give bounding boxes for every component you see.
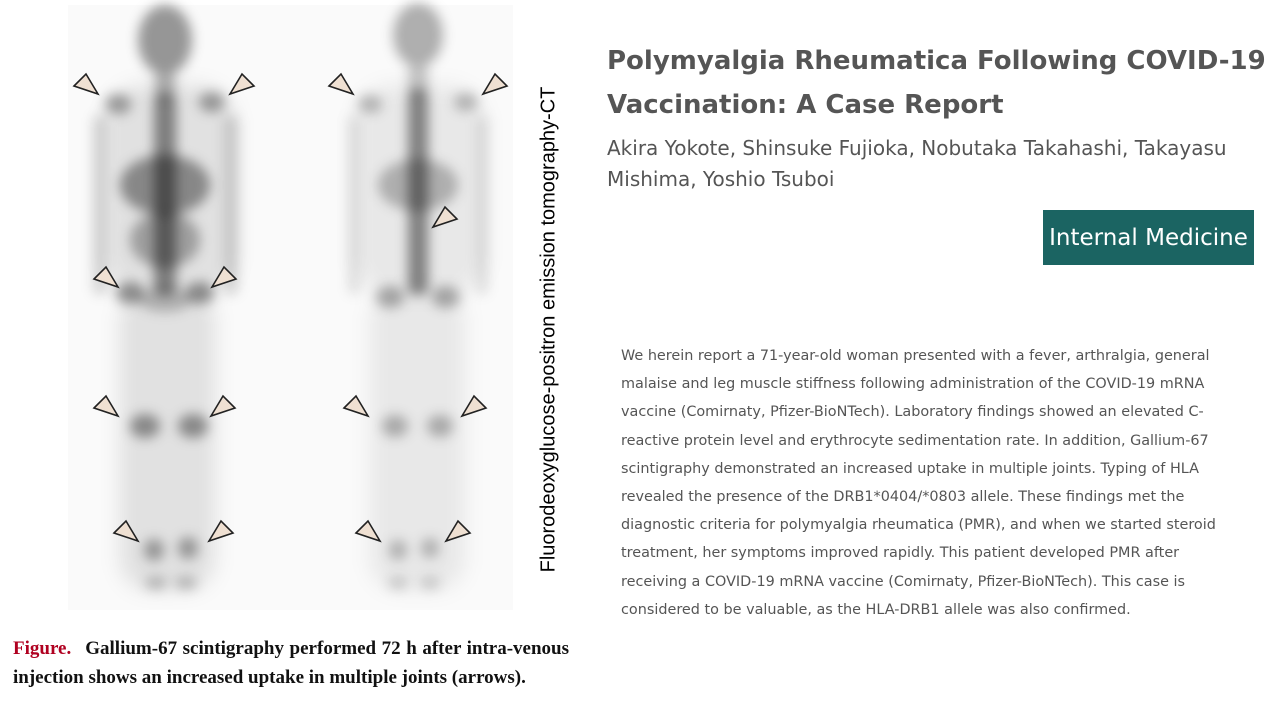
paper-title: Polymyalgia Rheumatica Following COVID-19 Vaccination: A Case Report (607, 46, 1266, 120)
journal-badge: Internal Medicine (1043, 210, 1254, 265)
abstract-text: We herein report a 71-year-old woman presented with a fever, arthralgia, general malaise and leg muscle stiffness following administration of the COVID-19 mRNA vaccine (Comirnaty, Pfizer-BioNTech). Laboratory findings showed an elevated C-reactive protein level and erythrocyte sedimentation rate. In addition, Gallium-67 scintigraphy demonstrated an increased uptake in multiple joints. Typing of HLA revealed the presence of the DRB1*0404/*0803 allele. These findings met the diagnostic criteria for polymyalgia rheumatica (PMR), and when we started steroid treatment, her symptoms improved rapidly. This patient developed PMR after receiving a COVID-19 mRNA vaccine (Comirnaty, Pfizer-BioNTech). This case is considered to be valuable, as the HLA-DRB1 allele was also confirmed. (621, 348, 1216, 618)
figure-caption (13, 634, 569, 692)
paper-authors: Akira Yokote, Shinsuke Fujioka, Nobutaka Takahashi, Takayasu Mishima, Yoshio Tsuboi (607, 136, 1227, 191)
caption-text: Gallium-67 scintigraphy performed 72 h after intra-venous injection shows an increased uptake in multiple joints (arrows). (13, 638, 569, 688)
figure-panel (0, 0, 570, 722)
caption-label: Figure. (13, 638, 72, 659)
vertical-modality-label: Fluorodeoxyglucose-positron emission tomography-CT (537, 86, 560, 573)
scintigraphy-image (0, 0, 520, 615)
